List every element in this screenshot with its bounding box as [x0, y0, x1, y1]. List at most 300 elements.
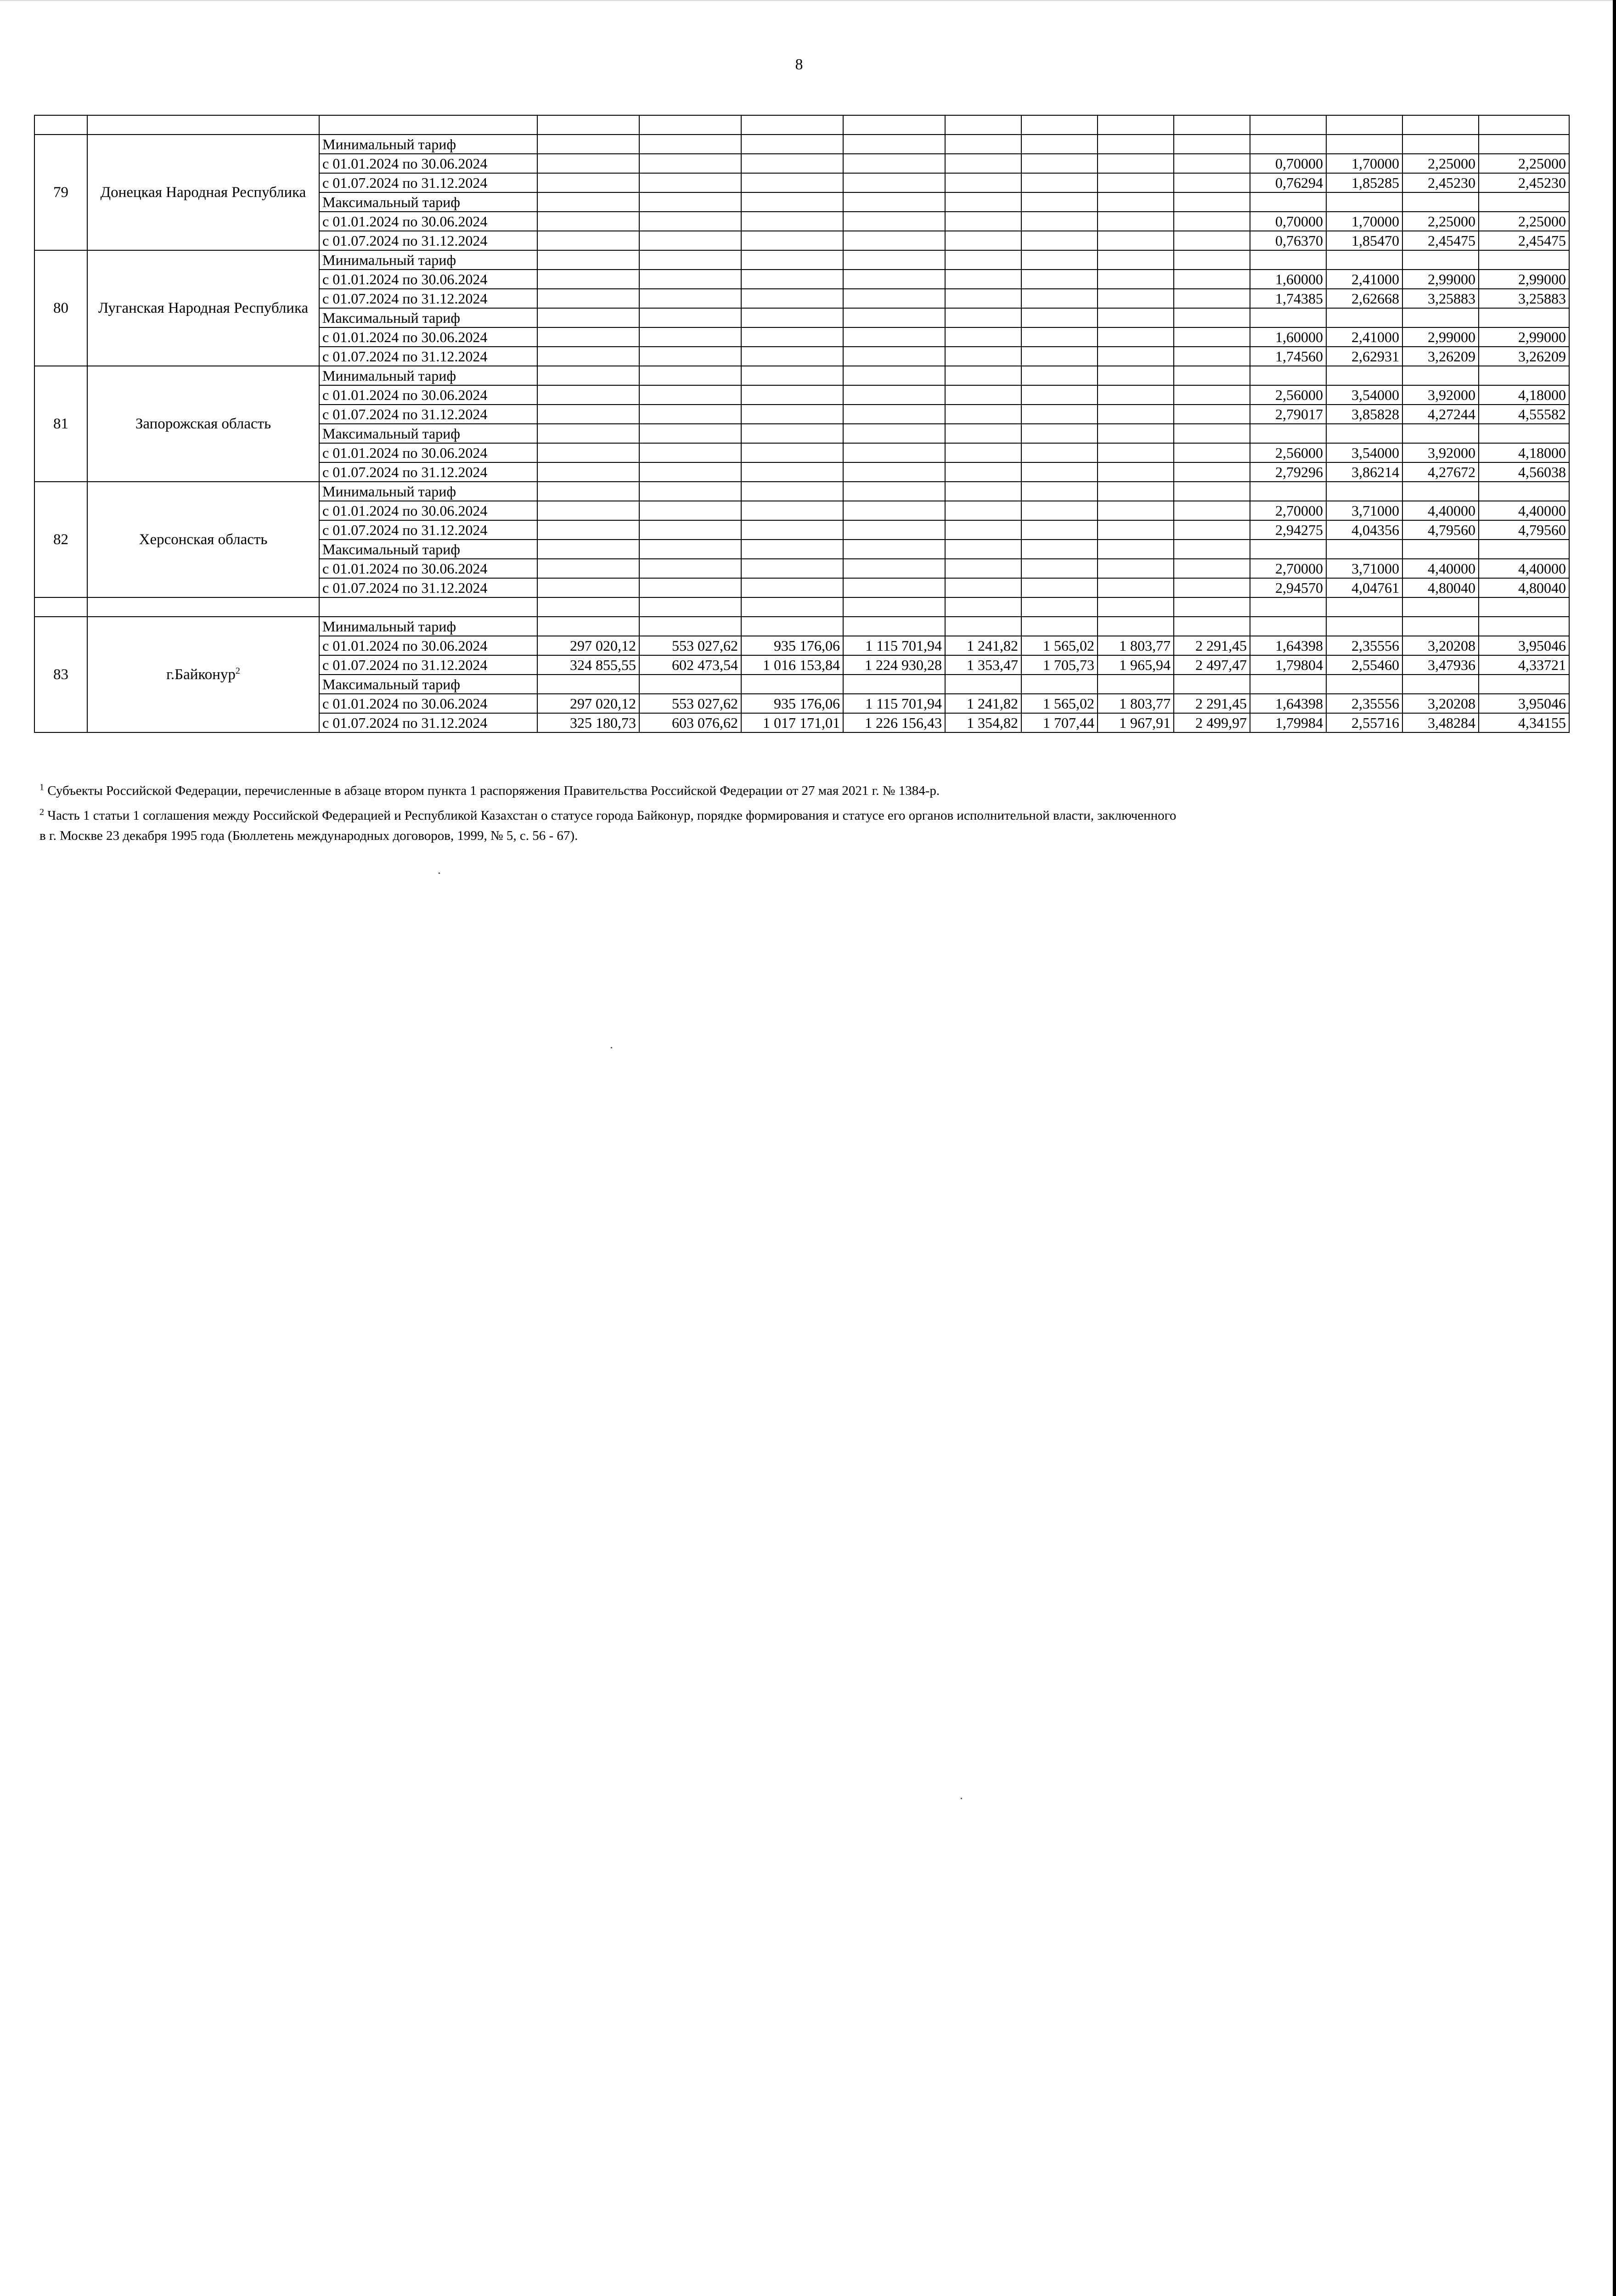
tariff-value: 1 705,73 [1021, 655, 1098, 675]
footnote-2-text-continued: в г. Москве 23 декабря 1995 года (Бюллетень международных договоров, 1999, № 5, с. 56 - 67). [39, 828, 578, 843]
tariff-value: 3,95046 [1479, 636, 1569, 655]
blank-cell [1174, 115, 1250, 135]
tariff-value [1021, 520, 1098, 540]
tariff-label: с 01.01.2024 по 30.06.2024 [319, 559, 537, 578]
tariff-value: 1 241,82 [945, 694, 1021, 713]
tariff-value: 4,33721 [1479, 655, 1569, 675]
blank-cell [1479, 115, 1569, 135]
tariff-value: 1 965,94 [1098, 655, 1174, 675]
tariff-value [1098, 212, 1174, 231]
tariff-value [843, 270, 945, 289]
tariff-value: 0,70000 [1250, 154, 1326, 173]
tariff-value [1021, 347, 1098, 366]
tariff-value: 4,80040 [1479, 578, 1569, 597]
tariff-value: 553 027,62 [639, 636, 741, 655]
tariff-value [843, 482, 945, 501]
tariff-value: 2,79296 [1250, 462, 1326, 482]
blank-cell [319, 597, 537, 617]
tariff-value [1098, 289, 1174, 308]
tariff-value [1098, 462, 1174, 482]
blank-cell [1174, 597, 1250, 617]
region-name [87, 250, 319, 366]
tariff-value [639, 270, 741, 289]
tariff-table [34, 115, 1570, 733]
tariff-value [741, 405, 843, 424]
tariff-label: Минимальный тариф [319, 135, 537, 154]
tariff-value [1326, 250, 1402, 270]
tariff-value [1174, 270, 1250, 289]
tariff-value [741, 482, 843, 501]
tariff-value: 3,54000 [1326, 443, 1402, 462]
table-row [34, 366, 1569, 385]
tariff-value [1098, 154, 1174, 173]
tariff-value [1479, 424, 1569, 443]
tariff-value: 4,40000 [1479, 559, 1569, 578]
tariff-value [843, 617, 945, 636]
tariff-value: 3,85828 [1326, 405, 1402, 424]
tariff-value [1326, 308, 1402, 327]
tariff-value [1402, 540, 1479, 559]
tariff-value [1250, 617, 1326, 636]
tariff-value [741, 270, 843, 289]
region-name-text: Херсонская область [139, 531, 268, 548]
tariff-value: 1,60000 [1250, 327, 1326, 347]
tariff-value [945, 327, 1021, 347]
footnote-1 [39, 781, 1555, 801]
table-row [34, 617, 1569, 636]
tariff-value: 325 180,73 [537, 713, 639, 732]
tariff-value: 2,79017 [1250, 405, 1326, 424]
blank-cell [1326, 597, 1402, 617]
tariff-value: 1,79984 [1250, 713, 1326, 732]
tariff-value [1021, 385, 1098, 405]
tariff-value [537, 482, 639, 501]
footnote-1-text: Субъекты Российской Федерации, перечисленные в абзаце втором пункта 1 распоряжения Правительства Российской Федерации от 27 мая 2021 г. № 1384-р. [47, 783, 940, 798]
table-row [34, 250, 1569, 270]
tariff-value: 297 020,12 [537, 636, 639, 655]
tariff-value [1479, 366, 1569, 385]
tariff-value: 602 473,54 [639, 655, 741, 675]
tariff-value [1021, 212, 1098, 231]
tariff-value [741, 135, 843, 154]
tariff-value [843, 385, 945, 405]
tariff-value [945, 540, 1021, 559]
blank-cell [1021, 115, 1098, 135]
tariff-value [945, 617, 1021, 636]
tariff-value [843, 308, 945, 327]
tariff-value [843, 501, 945, 520]
blank-cell [34, 115, 87, 135]
tariff-label: с 01.01.2024 по 30.06.2024 [319, 212, 537, 231]
tariff-value [639, 462, 741, 482]
tariff-value [1174, 327, 1250, 347]
tariff-value: 2,99000 [1479, 270, 1569, 289]
tariff-value [1021, 559, 1098, 578]
tariff-value [537, 462, 639, 482]
tariff-label: с 01.07.2024 по 31.12.2024 [319, 405, 537, 424]
tariff-value: 2,94275 [1250, 520, 1326, 540]
tariff-value [741, 617, 843, 636]
tariff-value [1479, 308, 1569, 327]
tariff-value [1021, 289, 1098, 308]
tariff-value [639, 366, 741, 385]
tariff-value [1326, 675, 1402, 694]
tariff-label: Минимальный тариф [319, 250, 537, 270]
blank-cell [1250, 597, 1326, 617]
tariff-value [1098, 308, 1174, 327]
tariff-value [1174, 289, 1250, 308]
tariff-value: 4,40000 [1479, 501, 1569, 520]
tariff-value [537, 578, 639, 597]
blank-cell [1250, 115, 1326, 135]
table-row [34, 135, 1569, 154]
tariff-value: 1 803,77 [1098, 694, 1174, 713]
tariff-value [741, 520, 843, 540]
tariff-value [639, 192, 741, 212]
tariff-value [843, 192, 945, 212]
tariff-value [741, 308, 843, 327]
tariff-value [1402, 250, 1479, 270]
tariff-value [1174, 231, 1250, 250]
tariff-value [945, 289, 1021, 308]
tariff-value [1174, 520, 1250, 540]
region-name [87, 482, 319, 597]
tariff-value [1174, 135, 1250, 154]
tariff-value [537, 424, 639, 443]
tariff-value: 4,18000 [1479, 385, 1569, 405]
tariff-value: 0,76370 [1250, 231, 1326, 250]
tariff-value [1021, 540, 1098, 559]
tariff-label: Минимальный тариф [319, 366, 537, 385]
tariff-value: 2 499,97 [1174, 713, 1250, 732]
tariff-value [1250, 250, 1326, 270]
tariff-value: 4,34155 [1479, 713, 1569, 732]
blank-cell [1402, 115, 1479, 135]
tariff-value: 1,79804 [1250, 655, 1326, 675]
tariff-value [1021, 424, 1098, 443]
tariff-value [1174, 366, 1250, 385]
tariff-value: 4,79560 [1402, 520, 1479, 540]
tariff-value: 324 855,55 [537, 655, 639, 675]
tariff-value [1021, 327, 1098, 347]
tariff-value [639, 540, 741, 559]
tariff-value [741, 250, 843, 270]
tariff-value [1021, 173, 1098, 192]
tariff-value: 2,45230 [1402, 173, 1479, 192]
tariff-value [1479, 482, 1569, 501]
tariff-value: 3,47936 [1402, 655, 1479, 675]
tariff-value [1098, 501, 1174, 520]
tariff-value: 1,85470 [1326, 231, 1402, 250]
tariff-value [1479, 675, 1569, 694]
tariff-label: с 01.07.2024 по 31.12.2024 [319, 520, 537, 540]
tariff-value [1174, 540, 1250, 559]
tariff-value [1174, 617, 1250, 636]
tariff-value [639, 405, 741, 424]
blank-cell [945, 597, 1021, 617]
region-name-text: Запорожская область [135, 416, 271, 432]
tariff-value [639, 617, 741, 636]
tariff-value: 2,62931 [1326, 347, 1402, 366]
tariff-value [1174, 347, 1250, 366]
tariff-value [1174, 501, 1250, 520]
region-number: 80 [34, 250, 87, 366]
blank-cell [945, 115, 1021, 135]
tariff-value: 603 076,62 [639, 713, 741, 732]
tariff-value [945, 192, 1021, 212]
tariff-value [1098, 347, 1174, 366]
tariff-value [1098, 540, 1174, 559]
tariff-value [1326, 482, 1402, 501]
tariff-value [843, 366, 945, 385]
tariff-value [843, 520, 945, 540]
tariff-value [1098, 405, 1174, 424]
tariff-value: 553 027,62 [639, 694, 741, 713]
tariff-value: 4,55582 [1479, 405, 1569, 424]
tariff-value [537, 231, 639, 250]
tariff-value: 2 291,45 [1174, 694, 1250, 713]
tariff-value: 1,74385 [1250, 289, 1326, 308]
tariff-value: 297 020,12 [537, 694, 639, 713]
footnote-2 [39, 805, 1555, 846]
tariff-value [741, 385, 843, 405]
tariff-value: 3,25883 [1479, 289, 1569, 308]
tariff-value: 3,20208 [1402, 694, 1479, 713]
footnote-1-marker: 1 [39, 782, 44, 793]
tariff-value: 935 176,06 [741, 694, 843, 713]
tariff-value [945, 231, 1021, 250]
tariff-value [639, 443, 741, 462]
tariff-value: 2,99000 [1479, 327, 1569, 347]
blank-cell [1326, 115, 1402, 135]
tariff-value [1174, 559, 1250, 578]
blank-cell [843, 115, 945, 135]
tariff-value: 1,85285 [1326, 173, 1402, 192]
tariff-value [945, 424, 1021, 443]
tariff-value [1098, 250, 1174, 270]
tariff-label: с 01.07.2024 по 31.12.2024 [319, 289, 537, 308]
blank-cell [537, 597, 639, 617]
tariff-value [1098, 327, 1174, 347]
tariff-value [741, 347, 843, 366]
tariff-value [1479, 135, 1569, 154]
tariff-value [537, 501, 639, 520]
tariff-value [1098, 385, 1174, 405]
tariff-value [1174, 173, 1250, 192]
tariff-value [945, 559, 1021, 578]
tariff-value: 4,04761 [1326, 578, 1402, 597]
blank-cell [741, 115, 843, 135]
tariff-value [945, 347, 1021, 366]
tariff-value: 1 353,47 [945, 655, 1021, 675]
tariff-value: 3,71000 [1326, 559, 1402, 578]
tariff-value [1250, 482, 1326, 501]
tariff-value [1021, 443, 1098, 462]
tariff-value: 1 565,02 [1021, 694, 1098, 713]
tariff-value [843, 675, 945, 694]
tariff-value [1174, 192, 1250, 212]
tariff-value [537, 289, 639, 308]
tariff-value: 2,55716 [1326, 713, 1402, 732]
tariff-value [945, 520, 1021, 540]
tariff-value [1098, 578, 1174, 597]
tariff-value [1250, 308, 1326, 327]
tariff-value: 2,45475 [1479, 231, 1569, 250]
tariff-value [843, 231, 945, 250]
tariff-value [1098, 443, 1174, 462]
tariff-value: 4,27244 [1402, 405, 1479, 424]
tariff-value [741, 559, 843, 578]
region-name [87, 135, 319, 250]
tariff-value [537, 154, 639, 173]
tariff-value [741, 424, 843, 443]
region-name-text: г.Байконур [166, 666, 236, 683]
tariff-value [537, 559, 639, 578]
tariff-value [1098, 173, 1174, 192]
tariff-value [945, 482, 1021, 501]
tariff-value [1326, 192, 1402, 212]
tariff-label: с 01.01.2024 по 30.06.2024 [319, 327, 537, 347]
region-number: 82 [34, 482, 87, 597]
tariff-value [639, 154, 741, 173]
blank-cell [639, 597, 741, 617]
tariff-label: Максимальный тариф [319, 424, 537, 443]
tariff-value [639, 308, 741, 327]
tariff-label: с 01.07.2024 по 31.12.2024 [319, 347, 537, 366]
tariff-value: 3,26209 [1479, 347, 1569, 366]
tariff-value [1021, 231, 1098, 250]
tariff-value: 2,35556 [1326, 694, 1402, 713]
tariff-value [1174, 424, 1250, 443]
tariff-value: 1 017 171,01 [741, 713, 843, 732]
tariff-value [1402, 366, 1479, 385]
tariff-label: с 01.07.2024 по 31.12.2024 [319, 713, 537, 732]
tariff-label: Минимальный тариф [319, 617, 537, 636]
tariff-value: 1 016 153,84 [741, 655, 843, 675]
tariff-value [945, 443, 1021, 462]
tariff-value [741, 540, 843, 559]
tariff-value: 4,04356 [1326, 520, 1402, 540]
tariff-value: 2 291,45 [1174, 636, 1250, 655]
tariff-value: 4,56038 [1479, 462, 1569, 482]
blank-cell [1098, 115, 1174, 135]
tariff-value [1250, 675, 1326, 694]
blank-cell [34, 597, 87, 617]
tariff-value [639, 501, 741, 520]
tariff-value: 3,95046 [1479, 694, 1569, 713]
region-number: 81 [34, 366, 87, 482]
tariff-value: 935 176,06 [741, 636, 843, 655]
tariff-value [1174, 675, 1250, 694]
tariff-value [639, 173, 741, 192]
tariff-value [843, 347, 945, 366]
tariff-value: 1,64398 [1250, 636, 1326, 655]
tariff-label: с 01.07.2024 по 31.12.2024 [319, 578, 537, 597]
tariff-value [537, 443, 639, 462]
tariff-label: с 01.01.2024 по 30.06.2024 [319, 385, 537, 405]
footnote-2-text: Часть 1 статьи 1 соглашения между Российской Федерацией и Республикой Казахстан о статусе города Байконур, порядке формирования и статусе его органов исполнительной власти, заключенного [47, 808, 1177, 823]
tariff-value: 3,26209 [1402, 347, 1479, 366]
blank-cell [639, 115, 741, 135]
tariff-value: 2,70000 [1250, 559, 1326, 578]
tariff-value [639, 250, 741, 270]
region-name [87, 617, 319, 732]
tariff-value [741, 154, 843, 173]
tariff-value: 2,45475 [1402, 231, 1479, 250]
tariff-value [639, 482, 741, 501]
tariff-value [1174, 308, 1250, 327]
tariff-value [843, 559, 945, 578]
tariff-value [1021, 366, 1098, 385]
tariff-value: 2,56000 [1250, 385, 1326, 405]
tariff-value [945, 173, 1021, 192]
tariff-value [843, 443, 945, 462]
tariff-value: 4,27672 [1402, 462, 1479, 482]
tariff-value: 1 241,82 [945, 636, 1021, 655]
tariff-value: 3,92000 [1402, 443, 1479, 462]
tariff-value [1174, 482, 1250, 501]
tariff-label: с 01.07.2024 по 31.12.2024 [319, 462, 537, 482]
tariff-value [1174, 443, 1250, 462]
tariff-value: 3,71000 [1326, 501, 1402, 520]
tariff-value [537, 675, 639, 694]
tariff-value: 2,55460 [1326, 655, 1402, 675]
tariff-value: 2,25000 [1479, 212, 1569, 231]
tariff-value: 3,86214 [1326, 462, 1402, 482]
tariff-value [843, 462, 945, 482]
tariff-value [1402, 424, 1479, 443]
tariff-value [741, 289, 843, 308]
tariff-value [1021, 250, 1098, 270]
tariff-value [1098, 270, 1174, 289]
tariff-value [741, 675, 843, 694]
tariff-value: 4,80040 [1402, 578, 1479, 597]
tariff-value [537, 250, 639, 270]
tariff-value [741, 578, 843, 597]
tariff-value: 2,35556 [1326, 636, 1402, 655]
tariff-value [1250, 192, 1326, 212]
tariff-value: 1,70000 [1326, 154, 1402, 173]
tariff-value: 1 354,82 [945, 713, 1021, 732]
tariff-label: Максимальный тариф [319, 192, 537, 212]
tariff-value [1326, 366, 1402, 385]
tariff-value: 1 115 701,94 [843, 636, 945, 655]
tariff-value [639, 424, 741, 443]
tariff-value: 1,70000 [1326, 212, 1402, 231]
tariff-value [537, 212, 639, 231]
tariff-value [1098, 424, 1174, 443]
tariff-value [1326, 540, 1402, 559]
tariff-value [945, 385, 1021, 405]
tariff-value [1098, 617, 1174, 636]
tariff-value [1250, 135, 1326, 154]
tariff-value [945, 270, 1021, 289]
tariff-value [945, 135, 1021, 154]
tariff-value [537, 135, 639, 154]
tariff-value: 1,64398 [1250, 694, 1326, 713]
scan-frame-top [0, 0, 1616, 1]
tariff-label: Максимальный тариф [319, 540, 537, 559]
tariff-value: 4,79560 [1479, 520, 1569, 540]
tariff-value [639, 385, 741, 405]
tariff-value [945, 675, 1021, 694]
blank-cell [1402, 597, 1479, 617]
tariff-value [639, 289, 741, 308]
tariff-value [945, 462, 1021, 482]
tariff-value [639, 347, 741, 366]
tariff-value [1098, 675, 1174, 694]
tariff-value: 1 565,02 [1021, 636, 1098, 655]
